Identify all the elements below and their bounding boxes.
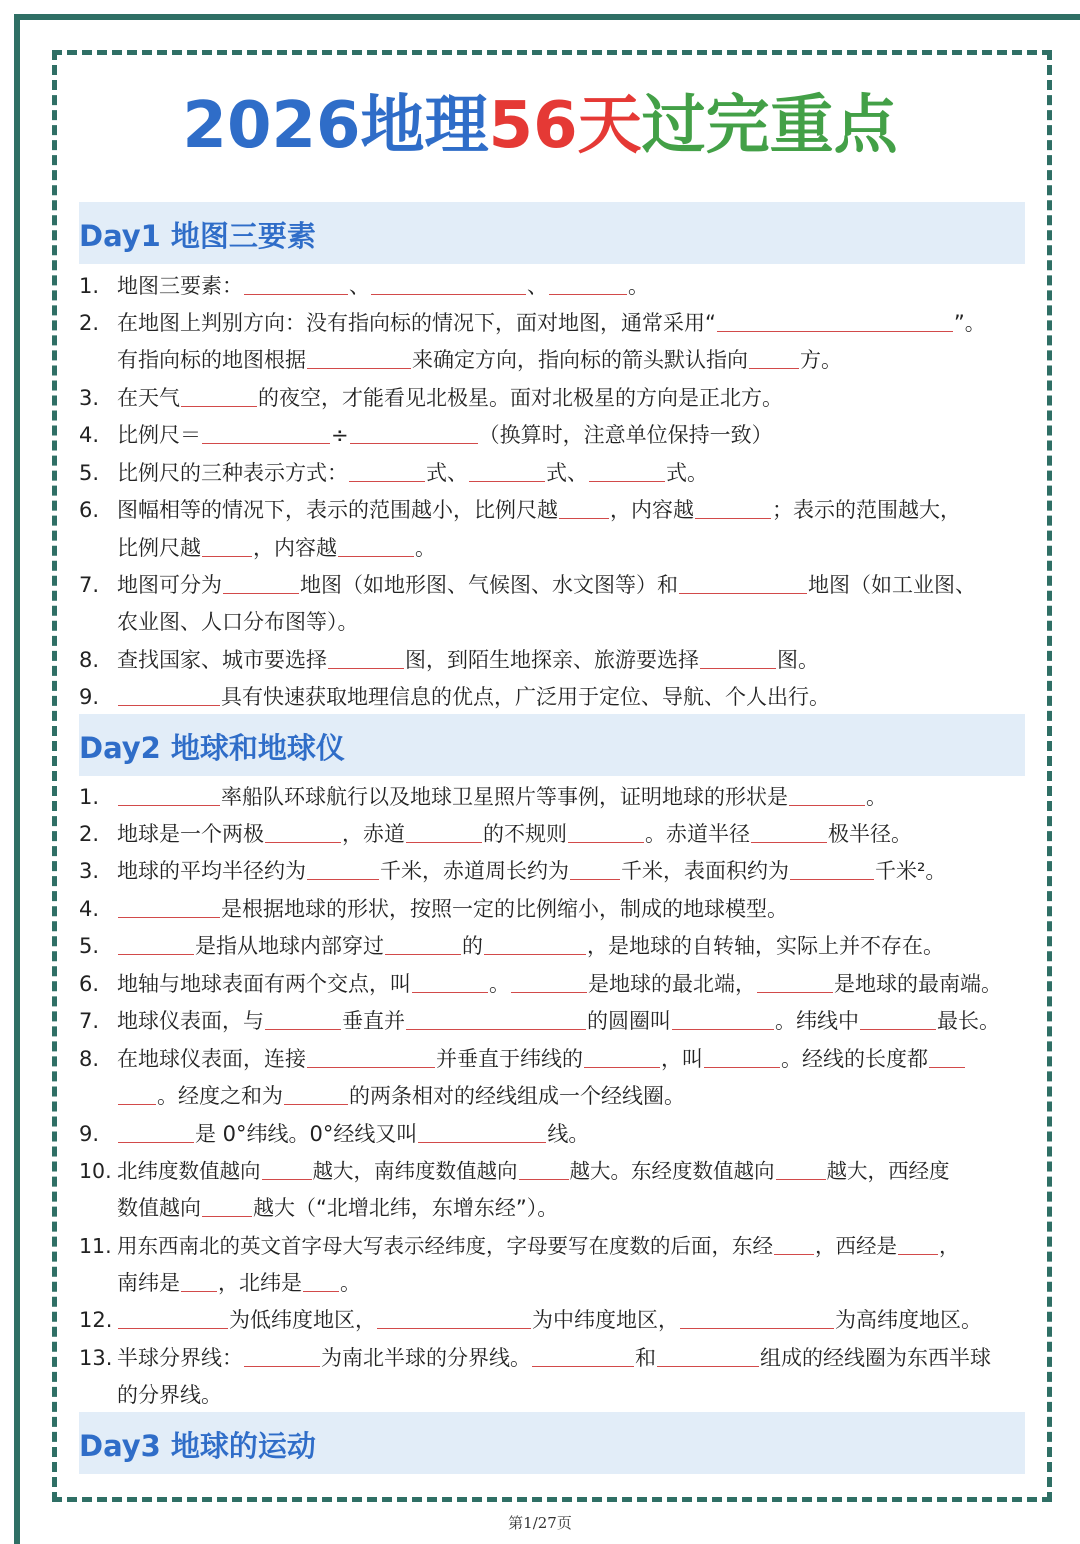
item-number: 11. (79, 1234, 112, 1258)
item-number: 10. (79, 1159, 112, 1183)
day2-header: Day2 地球和地球仪 (79, 714, 1025, 776)
item-text: 组成的经线圈为东西半球 (760, 1346, 991, 1370)
item-text: 。 (415, 536, 436, 560)
item-text: 。纬线中 (775, 1009, 859, 1033)
item-text: 有指向标的地图根据 (117, 348, 306, 372)
answer-blank (202, 533, 252, 557)
item-number: 3. (79, 859, 100, 883)
answer-blank (549, 271, 627, 295)
answer-blank (303, 1268, 339, 1292)
item-text: 半球分界线： (117, 1346, 243, 1370)
item-text: 率船队环球航行以及地球卫星照片等事例，证明地球的形状是 (221, 785, 788, 809)
answer-blank (202, 1193, 252, 1217)
list-item (79, 530, 1039, 567)
item-text: 是 0°纬线。0°经线又叫 (195, 1122, 418, 1146)
answer-blank (118, 931, 194, 955)
item-text: 图。 (777, 648, 819, 672)
answer-blank (371, 271, 526, 295)
answer-blank (749, 345, 799, 369)
answer-blank (589, 458, 665, 482)
answer-blank (568, 819, 644, 843)
list-item (79, 779, 1039, 816)
list-item (79, 1340, 1039, 1377)
answer-blank (929, 1044, 965, 1068)
item-number: 7. (79, 1009, 100, 1033)
answer-blank (181, 383, 257, 407)
answer-blank (244, 1343, 320, 1367)
list-item (79, 1377, 1039, 1414)
item-text: （换算时，注意单位保持一致） (478, 423, 773, 447)
item-text: 千米，赤道周长约为 (380, 859, 569, 883)
item-text: 南纬是 (117, 1271, 180, 1295)
answer-blank (284, 1081, 348, 1105)
answer-blank (680, 1305, 834, 1329)
answer-blank (181, 1268, 217, 1292)
list-item (79, 492, 1039, 529)
answer-blank (774, 1231, 814, 1255)
item-number: 1. (79, 785, 100, 809)
item-text: 来确定方向，指向标的箭头默认指向 (412, 348, 748, 372)
item-text: 比例尺的三种表示方式： (117, 461, 348, 485)
answer-blank (350, 420, 478, 444)
item-text: 式、 (426, 461, 468, 485)
item-text: 为低纬度地区， (229, 1308, 376, 1332)
list-item (79, 1265, 1039, 1302)
list-item (79, 417, 1039, 454)
answer-blank (657, 1343, 759, 1367)
item-text: 比例尺＝ (117, 423, 201, 447)
answer-blank (412, 969, 488, 993)
item-text: 式、 (546, 461, 588, 485)
item-text: 式。 (666, 461, 708, 485)
answer-blank (385, 931, 461, 955)
item-text: 、 (349, 274, 370, 298)
answer-blank (700, 645, 776, 669)
list-item (79, 567, 1039, 604)
item-number: 2. (79, 311, 100, 335)
answer-blank (223, 570, 299, 594)
item-text: 。经线的长度都 (781, 1047, 928, 1071)
item-text: 在地图上判别方向：没有指向标的情况下，面对地图，通常采用“ (117, 311, 716, 335)
page-title (0, 86, 1080, 166)
list-item (79, 1228, 1039, 1265)
answer-blank (307, 345, 411, 369)
item-text: 的两条相对的经线组成一个经线圈。 (349, 1084, 685, 1108)
day1-header: Day1 地图三要素 (79, 202, 1025, 264)
item-number: 3. (79, 386, 100, 410)
answer-blank (559, 495, 609, 519)
item-text: 数值越向 (117, 1196, 201, 1220)
item-text: 是根据地球的形状，按照一定的比例缩小，制成的地球模型。 (221, 897, 788, 921)
item-text: 北纬度数值越向 (117, 1159, 261, 1183)
answer-blank (118, 1081, 156, 1105)
item-text: 地图（如地形图、气候图、水文图等）和 (300, 573, 678, 597)
item-number: 6. (79, 498, 100, 522)
item-text: 千米，表面积约为 (621, 859, 789, 883)
answer-blank (532, 1343, 634, 1367)
item-text: 具有快速获取地理信息的优点，广泛用于定位、导航、个人出行。 (221, 685, 830, 709)
item-text: 地图三要素： (117, 274, 243, 298)
item-text: 图幅相等的情况下，表示的范围越小，比例尺越 (117, 498, 558, 522)
item-text: 为中纬度地区， (532, 1308, 679, 1332)
item-text: 地轴与地球表面有两个交点，叫 (117, 972, 411, 996)
answer-blank (790, 856, 874, 880)
list-item (79, 1078, 1039, 1115)
list-item (79, 268, 1039, 305)
item-text: 图，到陌生地探亲、旅游要选择 (405, 648, 699, 672)
item-text: ，内容越 (253, 536, 337, 560)
item-text: 越大，南纬度数值越向 (312, 1159, 518, 1183)
list-item (79, 305, 1039, 342)
item-text: 查找国家、城市要选择 (117, 648, 327, 672)
list-item (79, 1153, 1039, 1190)
list-item (79, 853, 1039, 890)
item-number: 9. (79, 685, 100, 709)
item-text: ，北纬是 (218, 1271, 302, 1295)
answer-blank (265, 819, 341, 843)
answer-blank (118, 894, 220, 918)
item-number: 12. (79, 1308, 113, 1332)
answer-blank (118, 1305, 228, 1329)
item-text: 是指从地球内部穿过 (195, 934, 384, 958)
item-text: ，西经是 (815, 1234, 897, 1258)
item-text: 地球是一个两极 (117, 822, 264, 846)
item-text: ，叫 (661, 1047, 703, 1071)
list-item (79, 1116, 1039, 1153)
item-text: ”。 (953, 311, 986, 335)
item-number: 8. (79, 1047, 100, 1071)
item-number: 7. (79, 573, 100, 597)
list-item (79, 928, 1039, 965)
item-text: 为高纬度地区。 (835, 1308, 982, 1332)
answer-blank (860, 1006, 936, 1030)
item-number: 13. (79, 1346, 113, 1370)
item-number: 9. (79, 1122, 100, 1146)
answer-blank (118, 1119, 194, 1143)
answer-blank (469, 458, 545, 482)
item-text: 极半径。 (828, 822, 912, 846)
answer-blank (307, 1044, 435, 1068)
title-part2-red: 56天 (488, 89, 642, 163)
answer-blank (338, 533, 414, 557)
item-number: 5. (79, 934, 100, 958)
answer-blank (262, 1156, 312, 1180)
list-item (79, 604, 1039, 641)
item-text: 的分界线。 (117, 1383, 222, 1407)
list-item (79, 1003, 1039, 1040)
list-item (79, 1190, 1039, 1227)
item-text: 的不规则 (483, 822, 567, 846)
item-text: ÷ (331, 423, 349, 447)
answer-blank (307, 856, 379, 880)
item-text: 用东西南北的英文首字母大写表示经纬度，字母要写在度数的后面，东经 (117, 1234, 773, 1258)
list-item (79, 1302, 1039, 1339)
page-number: 第1/27页 (508, 1514, 572, 1532)
item-text: 、 (527, 274, 548, 298)
answer-blank (717, 308, 953, 332)
answer-blank (570, 856, 620, 880)
item-text: 。 (628, 274, 649, 298)
list-item (79, 816, 1039, 853)
item-text: 地球仪表面，与 (117, 1009, 264, 1033)
title-part2-green: 过完重点 (641, 89, 898, 163)
item-number: 8. (79, 648, 100, 672)
list-item (79, 342, 1039, 379)
answer-blank (757, 969, 833, 993)
list-item (79, 966, 1039, 1003)
answer-blank (484, 931, 586, 955)
answer-blank (672, 1006, 774, 1030)
answer-blank (519, 1156, 569, 1180)
answer-blank (406, 819, 482, 843)
answer-blank (202, 420, 330, 444)
item-text: 是地球的最南端。 (834, 972, 1002, 996)
item-text: 的夜空，才能看见北极星。面对北极星的方向是正北方。 (258, 386, 783, 410)
item-text: 为南北半球的分界线。 (321, 1346, 531, 1370)
item-text: 。赤道半径 (645, 822, 750, 846)
list-item (79, 642, 1039, 679)
item-text: 是地球的最北端， (588, 972, 756, 996)
item-text: 方。 (800, 348, 842, 372)
item-text: 越大（“北增北纬，东增东经”）。 (253, 1196, 559, 1220)
list-item (79, 891, 1039, 928)
list-item (79, 380, 1039, 417)
answer-blank (584, 1044, 660, 1068)
answer-blank (377, 1305, 531, 1329)
item-text: 在天气 (117, 386, 180, 410)
item-number: 1. (79, 274, 100, 298)
answer-blank (265, 1006, 341, 1030)
item-text: 并垂直于纬线的 (436, 1047, 583, 1071)
list-item (79, 679, 1039, 716)
answer-blank (418, 1119, 546, 1143)
item-text: ，赤道 (342, 822, 405, 846)
item-text: 越大，西经度 (826, 1159, 950, 1183)
item-number: 4. (79, 423, 100, 447)
item-text: 垂直并 (342, 1009, 405, 1033)
item-text: 千米²。 (875, 859, 947, 883)
item-number: 5. (79, 461, 100, 485)
item-text: 的圆圈叫 (587, 1009, 671, 1033)
item-text: 和 (635, 1346, 656, 1370)
answer-blank (751, 819, 827, 843)
answer-blank (704, 1044, 780, 1068)
item-text: 。经度之和为 (157, 1084, 283, 1108)
item-text: 线。 (547, 1122, 590, 1146)
item-text: 地图可分为 (117, 573, 222, 597)
item-text: ，内容越 (610, 498, 694, 522)
answer-blank (679, 570, 807, 594)
item-text: 的 (462, 934, 483, 958)
list-item (79, 1041, 1039, 1078)
answer-blank (328, 645, 404, 669)
answer-blank (118, 782, 220, 806)
item-text: 比例尺越 (117, 536, 201, 560)
answer-blank (118, 682, 220, 706)
answer-blank (244, 271, 348, 295)
answer-blank (789, 782, 865, 806)
item-text: 在地球仪表面，连接 (117, 1047, 306, 1071)
item-number: 6. (79, 972, 100, 996)
title-part1: 2026地理 (182, 89, 489, 163)
item-text: 。 (489, 972, 510, 996)
item-text: 。 (340, 1271, 361, 1295)
answer-blank (349, 458, 425, 482)
item-text: 地球的平均半径约为 (117, 859, 306, 883)
answer-blank (695, 495, 771, 519)
item-text: 越大。东经度数值越向 (569, 1159, 775, 1183)
item-text: 。 (866, 785, 887, 809)
item-text: 最长。 (937, 1009, 1000, 1033)
answer-blank (406, 1006, 586, 1030)
item-text: ， (939, 1234, 960, 1258)
item-number: 4. (79, 897, 100, 921)
answer-blank (898, 1231, 938, 1255)
day3-header: Day3 地球的运动 (79, 1412, 1025, 1474)
list-item (79, 455, 1039, 492)
answer-blank (776, 1156, 826, 1180)
item-text: ，是地球的自转轴，实际上并不存在。 (587, 934, 944, 958)
answer-blank (511, 969, 587, 993)
item-text: 农业图、人口分布图等）。 (117, 610, 359, 634)
item-text: ；表示的范围越大， (772, 498, 961, 522)
item-number: 2. (79, 822, 100, 846)
item-text: 地图（如工业图、 (808, 573, 976, 597)
